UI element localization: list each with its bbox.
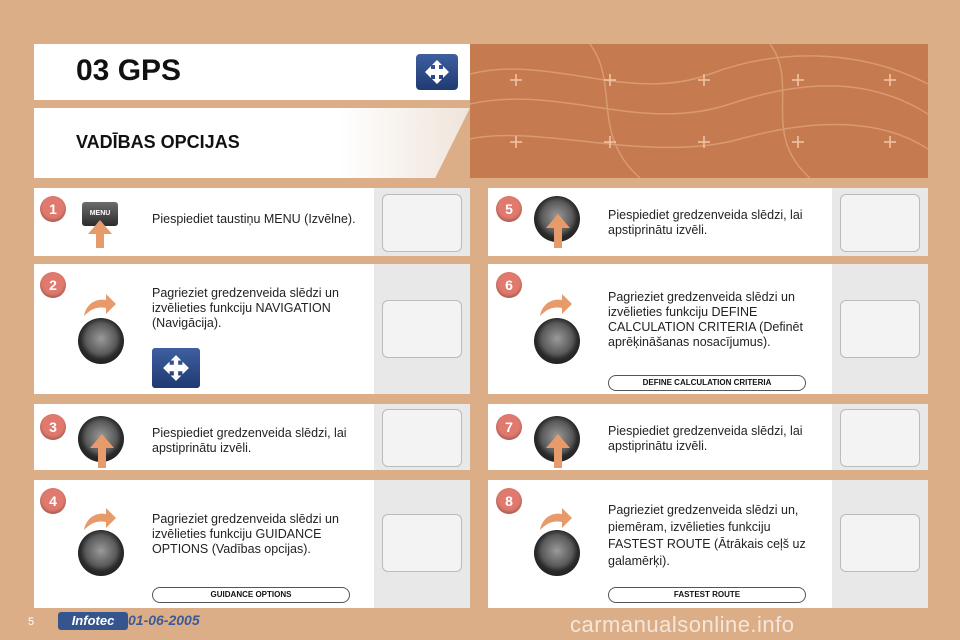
navigation-arrow-icon [152, 348, 200, 388]
step-number-badge: 1 [40, 196, 66, 222]
step-text: Piespiediet gredzenveida slēdzi, lai apstiprinātu izvēli. [608, 208, 803, 237]
rotate-arrow-icon [538, 292, 572, 316]
press-arrow-icon [90, 434, 114, 468]
radio-unit-image [382, 194, 462, 252]
radio-unit-image [840, 409, 920, 467]
step-text: Pagrieziet gredzenveida slēdzi un izvēlieties funkciju NAVIGATION (Navigācija). [152, 286, 339, 330]
step-number-badge: 5 [496, 196, 522, 222]
menu-option-pill: FASTEST ROUTE [608, 587, 806, 603]
page-number: 5 [28, 616, 35, 628]
rotary-knob-icon [78, 530, 124, 576]
page-subtitle: VADĪBAS OPCIJAS [76, 132, 240, 152]
rotate-arrow-icon [538, 506, 572, 530]
press-arrow-icon [546, 434, 570, 468]
step-text: Pagrieziet gredzenveida slēdzi un izvēlieties funkciju DEFINE CALCULATION CRITERIA (Definēt aprēķināšanas nosacījumus). [608, 290, 803, 349]
radio-unit-image [840, 514, 920, 572]
menu-option-pill: GUIDANCE OPTIONS [152, 587, 350, 603]
radio-unit-image [840, 194, 920, 252]
step-number-badge: 7 [496, 414, 522, 440]
step-text: Piespiediet gredzenveida slēdzi, lai apstiprinātu izvēli. [608, 424, 803, 453]
step-text: Pagrieziet gredzenveida slēdzi un, piemēram, izvēlieties funkciju FASTEST ROUTE (Ātrākais ceļš uz galamērķi). [608, 503, 806, 568]
rotate-arrow-icon [82, 292, 116, 316]
rotary-knob-icon [78, 318, 124, 364]
step-number-badge: 6 [496, 272, 522, 298]
press-arrow-icon [546, 214, 570, 248]
watermark: carmanualsonline.info [570, 612, 795, 637]
menu-button-label: MENU [89, 210, 111, 217]
radio-unit-image [840, 300, 920, 358]
step-number-badge: 3 [40, 414, 66, 440]
step-number-badge: 4 [40, 488, 66, 514]
page-title: 03 GPS [76, 54, 182, 87]
infotec-logo: Infotec [58, 612, 128, 630]
footer-date: 01-06-2005 [128, 612, 200, 628]
step-number-badge: 8 [496, 488, 522, 514]
rotate-arrow-icon [82, 506, 116, 530]
radio-unit-image [382, 409, 462, 467]
step-text: Piespiediet gredzenveida slēdzi, lai apstiprinātu izvēli. [152, 426, 347, 455]
radio-unit-image [382, 300, 462, 358]
navigation-arrow-icon [416, 54, 458, 90]
step-text: Pagrieziet gredzenveida slēdzi un izvēlieties funkciju GUIDANCE OPTIONS (Vadības opcijas). [152, 512, 339, 556]
menu-option-pill: DEFINE CALCULATION CRITERIA [608, 375, 806, 391]
decorative-map-band [470, 44, 928, 178]
step-number-badge: 2 [40, 272, 66, 298]
press-arrow-icon [88, 220, 112, 248]
rotary-knob-icon [534, 318, 580, 364]
radio-unit-image [382, 514, 462, 572]
step-text: Piespiediet taustiņu MENU (Izvēlne). [152, 212, 356, 226]
rotary-knob-icon [534, 530, 580, 576]
